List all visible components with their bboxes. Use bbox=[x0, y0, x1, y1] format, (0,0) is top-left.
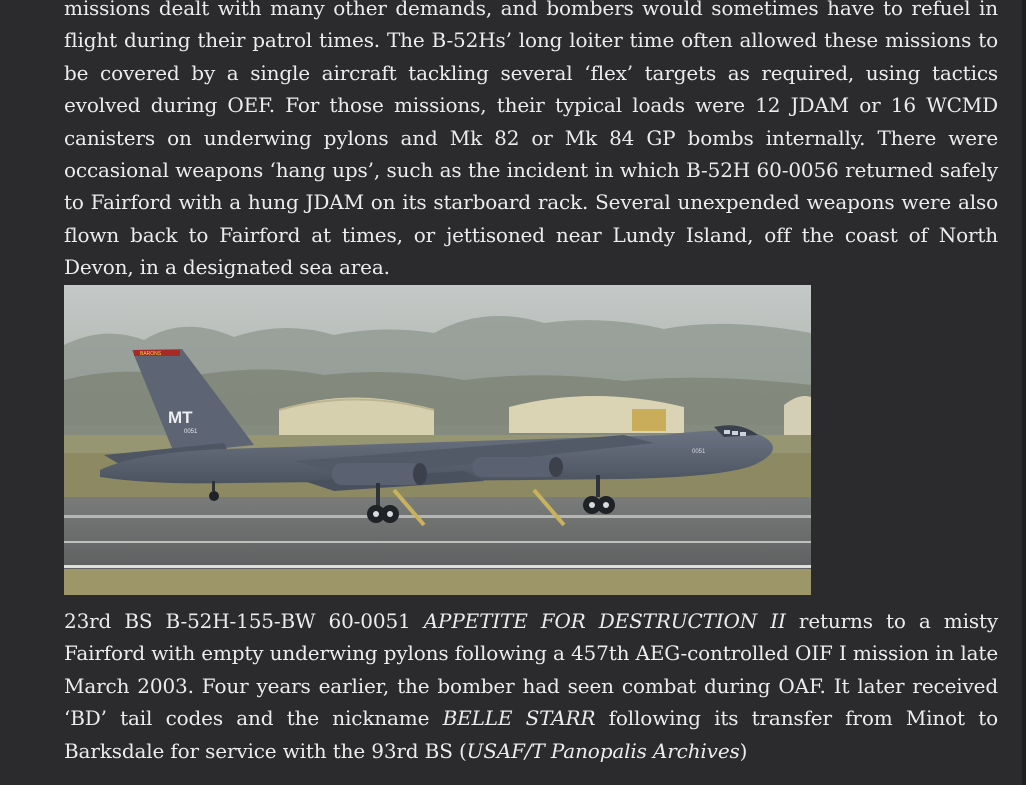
caption-text-1: 23rd BS B-52H-155-BW 60-0051 bbox=[64, 609, 424, 633]
caption-aircraft-name-1: APPETITE FOR DESTRUCTION II bbox=[423, 609, 786, 633]
engine-pod-outboard bbox=[472, 457, 563, 477]
caption-text-2: returns to a misty Fairford with empty underwing pylons following a 457th AEG-controlled OIF I mission in late March 2003. Four years earlier, the bomber had seen combat during OAF. It later received ‘BD’ tail codes and the nickname bbox=[64, 609, 999, 731]
caption-text-4: ) bbox=[739, 738, 748, 763]
caption-credit: USAF/T Panopalis Archives bbox=[466, 738, 740, 763]
hangar-right bbox=[509, 396, 684, 433]
tail-band-text: BARONS bbox=[140, 351, 162, 357]
nose-serial: 0051 bbox=[692, 449, 706, 455]
body-paragraph: missions dealt with many other demands, and bombers would sometimes have to refuel in flight during their patrol times. The B-52Hs’ long loiter time often allowed these missions to be covered by a single aircraft tackling several ‘flex’ targets as required, using tactics evolved during OEF. For those missions, their typical loads were 12 JDAM or 16 WCMD canisters on underwing pylons and Mk 82 or Mk 84 GP bombs internally. There were occasional weapons ‘hang ups’, such as the incident in which B-52H 60-0056 returned safely to Fairford with a hung JDAM on its starboard rack. Several unexpended weapons were also flown back to Fairford at times, or jettisoned near Lundy Island, off the coast of North Devon, in a designated sea area. bbox=[64, 0, 998, 280]
b52-landing-illustration bbox=[64, 285, 811, 595]
engine-pod-inboard bbox=[332, 463, 427, 485]
page-edge bbox=[1022, 0, 1026, 785]
caption-aircraft-name-2: BELLE STARR bbox=[442, 706, 596, 731]
caption-text-3: following its transfer from Minot to Barksdale for service with the 93rd BS ( bbox=[64, 706, 998, 763]
photo-caption bbox=[64, 605, 998, 767]
tail-code: MT bbox=[168, 408, 193, 427]
tail-serial: 0051 bbox=[184, 429, 198, 435]
b52-photo bbox=[64, 285, 811, 595]
